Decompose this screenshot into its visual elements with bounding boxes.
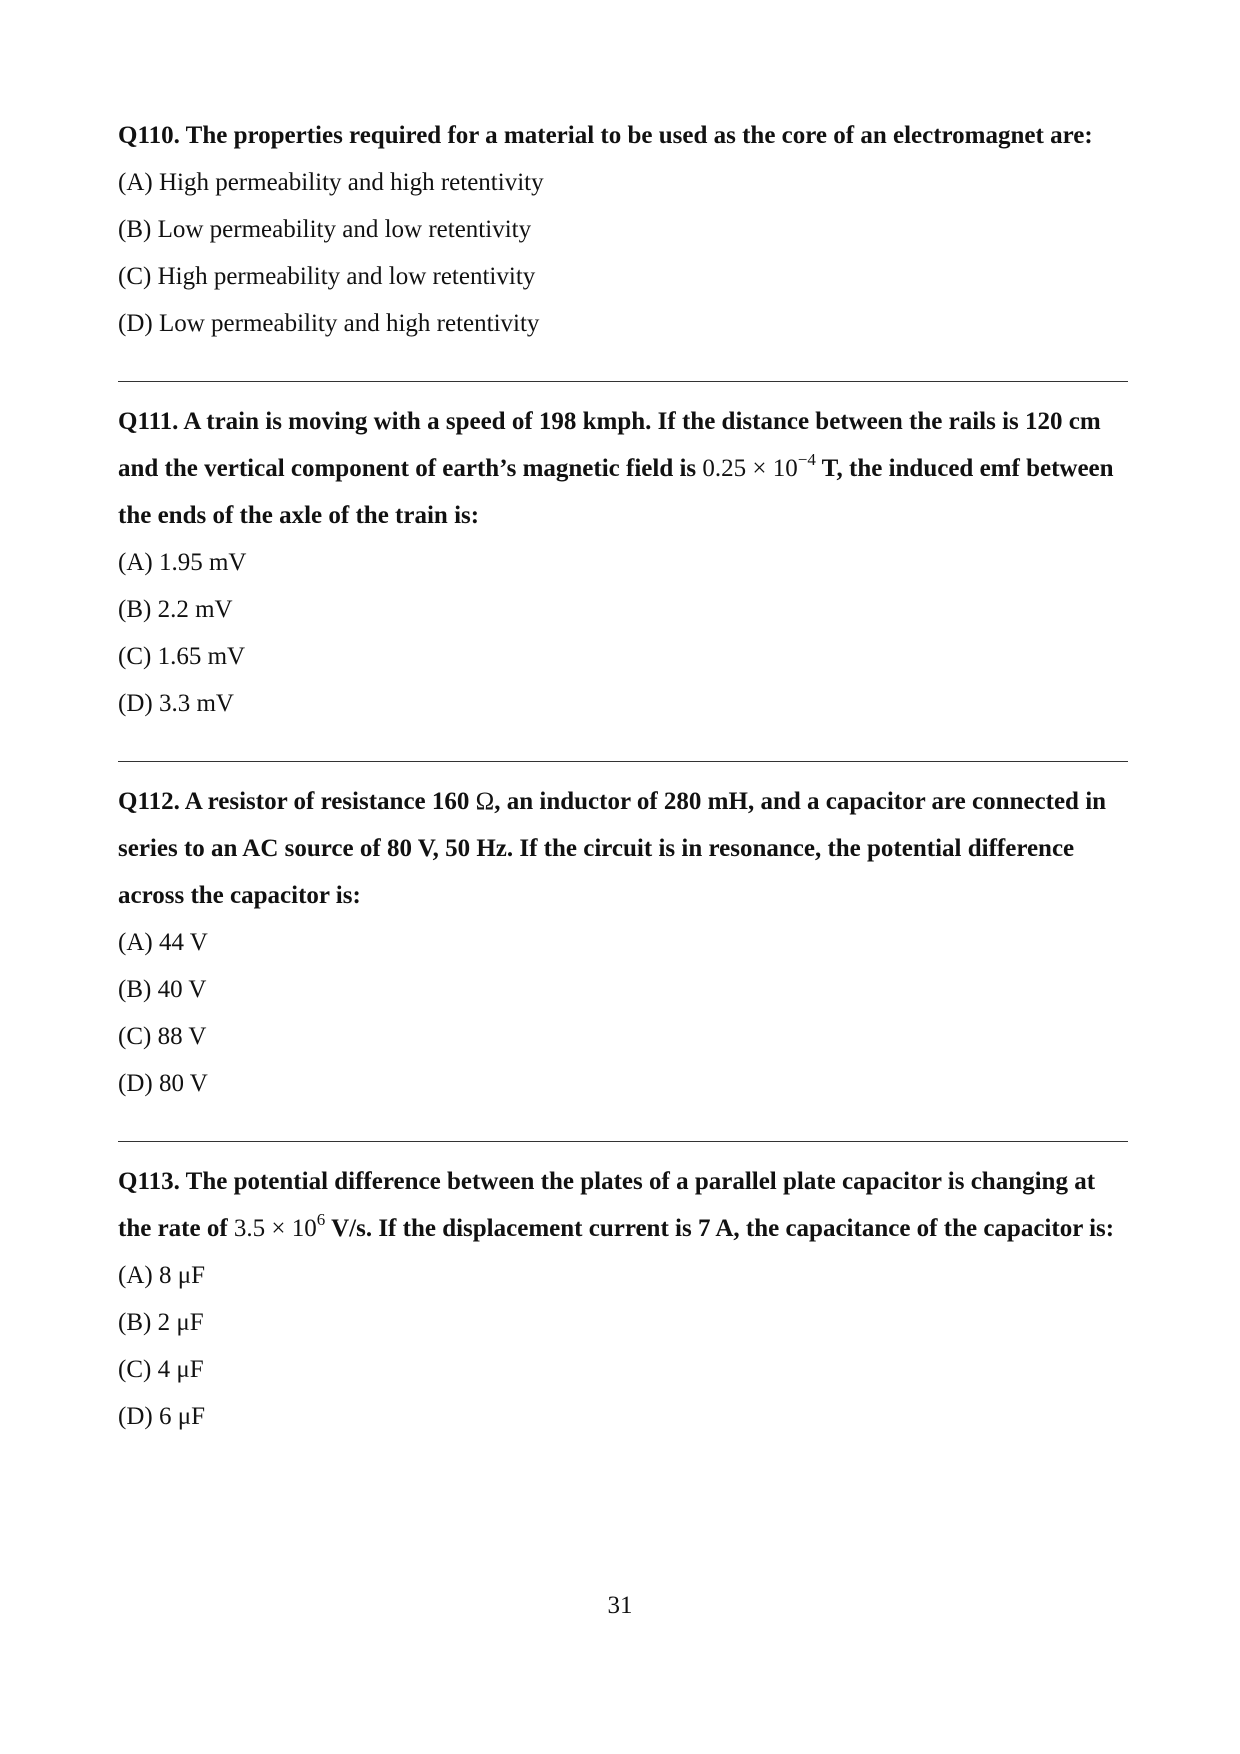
question-text [118, 112, 1128, 159]
question-stem-part-2: V/s. If the displacement current is 7 A, the capacitance of the capacitor is: [331, 1215, 1115, 1242]
option-a: (A) 44 V [118, 929, 208, 956]
math-expression [233, 1209, 326, 1242]
option-c: (C) High permeability and low retentivity [118, 263, 536, 290]
question-q110 [118, 112, 1128, 347]
question-number: Q110. [118, 122, 180, 149]
question-q113 [118, 1158, 1128, 1440]
question-q112 [118, 778, 1128, 1107]
question-stem-part-1: A train is moving with a speed of 198 kmph. If the distance between the rails is 120 cm and the vertical component of earth’s magnetic field is [118, 408, 1101, 482]
divider [118, 761, 1128, 762]
option-a: (A) 1.95 mV [118, 549, 247, 576]
math-exponent: 6 [316, 1209, 326, 1229]
math-base: 3.5 × 10 [233, 1215, 317, 1242]
option-d: (D) 3.3 mV [118, 690, 234, 717]
option-b: (B) 2.2 mV [118, 596, 233, 623]
question-stem-part-1: The potential difference between the plates of a parallel plate capacitor is changing at the rate of [118, 1168, 1096, 1242]
question-text [118, 778, 1128, 919]
question-number: Q112. [118, 788, 180, 815]
question-stem-part-2: T, the induced emf between the ends of the axle of the train is: [118, 455, 1114, 529]
question-number: Q111. [118, 408, 179, 435]
page-number: 31 [607, 1592, 633, 1619]
option-b: (B) 2 μF [118, 1309, 204, 1336]
option-d: (D) 6 μF [118, 1403, 206, 1430]
option-c: (C) 4 μF [118, 1356, 204, 1383]
question-number: Q113. [118, 1168, 180, 1195]
question-stem-part-1: A resistor of resistance 160 [184, 788, 470, 815]
question-text [118, 1158, 1128, 1252]
question-stem-part-2: , an inductor of 280 mH, and a capacitor are connected in series to an AC source of 80 V, 50 Hz. If the circuit is in resonance, the potential difference across the capacitor is: [118, 788, 1107, 909]
divider [118, 381, 1128, 382]
math-exponent: −4 [797, 449, 816, 469]
question-text [118, 398, 1128, 539]
question-q111 [118, 398, 1128, 727]
divider [118, 1141, 1128, 1142]
option-b: (B) 40 V [118, 976, 207, 1003]
document-page [118, 112, 1128, 1440]
ohm-symbol: Ω [475, 788, 495, 815]
option-d: (D) 80 V [118, 1070, 208, 1097]
option-a: (A) High permeability and high retentivity [118, 169, 544, 196]
option-c: (C) 88 V [118, 1023, 207, 1050]
math-base: 0.25 × 10 [702, 455, 798, 482]
option-c: (C) 1.65 mV [118, 643, 246, 670]
math-expression [702, 449, 816, 482]
question-stem: The properties required for a material to be used as the core of an electromagnet are: [185, 122, 1093, 149]
option-b: (B) Low permeability and low retentivity [118, 216, 532, 243]
option-d: (D) Low permeability and high retentivity [118, 310, 540, 337]
option-a: (A) 8 μF [118, 1262, 206, 1289]
